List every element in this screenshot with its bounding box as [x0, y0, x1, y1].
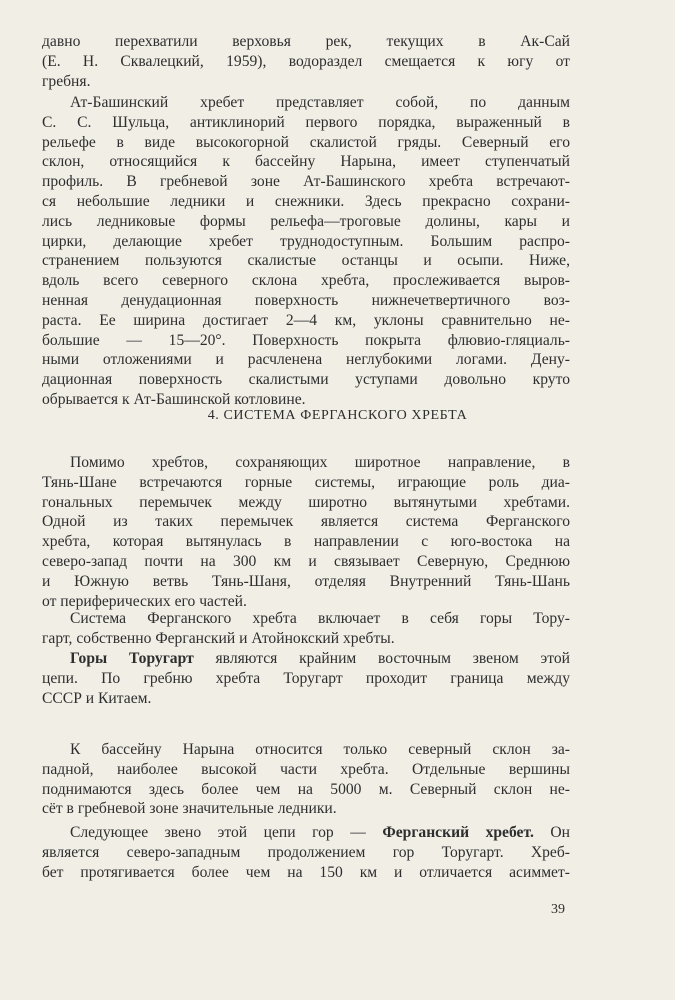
page-number: 39	[551, 902, 565, 917]
text-line: (Е. Н. Сквалецкий, 1959), водораздел смещается к югу от	[42, 52, 570, 70]
text-line: Система Ферганского хребта включает в себя горы Тору-	[70, 610, 570, 627]
text-line: цирки, делающие хребет труднодоступным. Большим распро-	[42, 232, 570, 250]
text-line	[42, 649, 570, 669]
text-line: поднимаются здесь более чем на 5000 м. Северный склон не-	[42, 780, 570, 798]
text-line: Тянь-Шане встречаются горные системы, играющие роль диа-	[42, 473, 570, 491]
text-line: цепи. По гребню хребта Торугарт проходит граница между	[42, 669, 570, 687]
term-fergana-ridge: Ферганский хребет.	[382, 824, 534, 841]
text-line: северо-запад почти на 300 км и связывает Северную, Среднюю	[42, 552, 570, 570]
term-torugart: Горы Торугарт	[70, 650, 194, 667]
paragraph-at-bashi	[42, 93, 570, 410]
text-line: раста. Ее ширина достигает 2—4 км, уклоны сравнительно не-	[42, 311, 570, 329]
text-line: ными отложениями и расчленена неглубокими логами. Дену-	[42, 351, 570, 369]
text-line: падной, наиболее высокой части хребта. Отдельные вершины	[42, 760, 570, 778]
paragraph-torugart	[42, 649, 570, 708]
section-heading: 4. СИСТЕМА ФЕРГАНСКОГО ХРЕБТА	[207, 408, 468, 423]
text-line: Одной из таких перемычек является система Ферганского	[42, 513, 570, 531]
text-line: бет протягивается более чем на 150 км и отличается асиммет-	[42, 863, 570, 881]
text-line: обрывается к Ат-Башинской котловине.	[42, 390, 306, 408]
text-line: лись ледниковые формы рельефа—троговые долины, кары и	[42, 212, 570, 230]
paragraph-cross-ridges	[42, 453, 570, 611]
text-fragment: являются крайним восточным звеном этой	[193, 650, 570, 667]
text-fragment: Следующее звено этой цепи гор —	[70, 824, 383, 841]
text-line: от периферических его частей.	[42, 592, 247, 610]
text-line: Ат-Башинский хребет представляет собой, по данным	[70, 94, 570, 111]
text-line: С. С. Шульца, антиклинорий первого порядка, выраженный в	[42, 113, 570, 131]
text-line: хребта, которая вытянулась в направлении с юго-востока на	[42, 533, 570, 551]
text-line: давно перехватили верховья рек, текущих в Ак-Сай	[42, 33, 570, 50]
text-line: сёт в гребневой зоне значительные ледники.	[42, 800, 337, 818]
text-line: профиль. В гребневой зоне Ат-Башинского хребта встречают-	[42, 173, 570, 191]
text-line: большие — 15—20°. Поверхность покрыта флювио-гляциаль-	[42, 331, 570, 349]
text-line: СССР и Китаем.	[42, 689, 152, 707]
text-line: гребня.	[42, 72, 91, 90]
paragraph-system-composition	[42, 609, 570, 649]
paragraph-fergana	[42, 823, 570, 882]
text-line	[42, 823, 570, 843]
text-line: и Южную ветвь Тянь-Шаня, отделяя Внутренний Тянь-Шань	[42, 572, 570, 590]
text-line: ненная денудационная поверхность нижнечетвертичного воз-	[42, 291, 570, 309]
text-line: странением пользуются скалистые останцы и осыпи. Ниже,	[42, 252, 570, 270]
text-line: К бассейну Нарына относится только северный склон за-	[70, 741, 570, 758]
text-line: является северо-западным продолжением гор Торугарт. Хреб-	[42, 843, 570, 861]
text-line: склон, относящийся к бассейну Нарына, имеет ступенчатый	[42, 153, 570, 171]
text-line: рельефе в виде высокогорной скалистой гряды. Северный его	[42, 133, 570, 151]
text-line: вдоль всего северного склона хребта, прослеживается выров-	[42, 272, 570, 290]
text-line: ся небольшие ледники и снежники. Здесь прекрасно сохрани-	[42, 192, 570, 210]
text-line: Помимо хребтов, сохраняющих широтное направление, в	[70, 454, 570, 471]
text-line: гональных перемычек между широтно вытянутыми хребтами.	[42, 493, 570, 511]
text-line: дационная поверхность скалистыми уступами довольно круто	[42, 371, 570, 389]
text-fragment: Он	[550, 824, 570, 841]
text-line: гарт, собственно Ферганский и Атойнокский хребты.	[42, 629, 395, 647]
paragraph-continuation	[42, 32, 570, 91]
paragraph-naryn-basin	[42, 740, 570, 819]
